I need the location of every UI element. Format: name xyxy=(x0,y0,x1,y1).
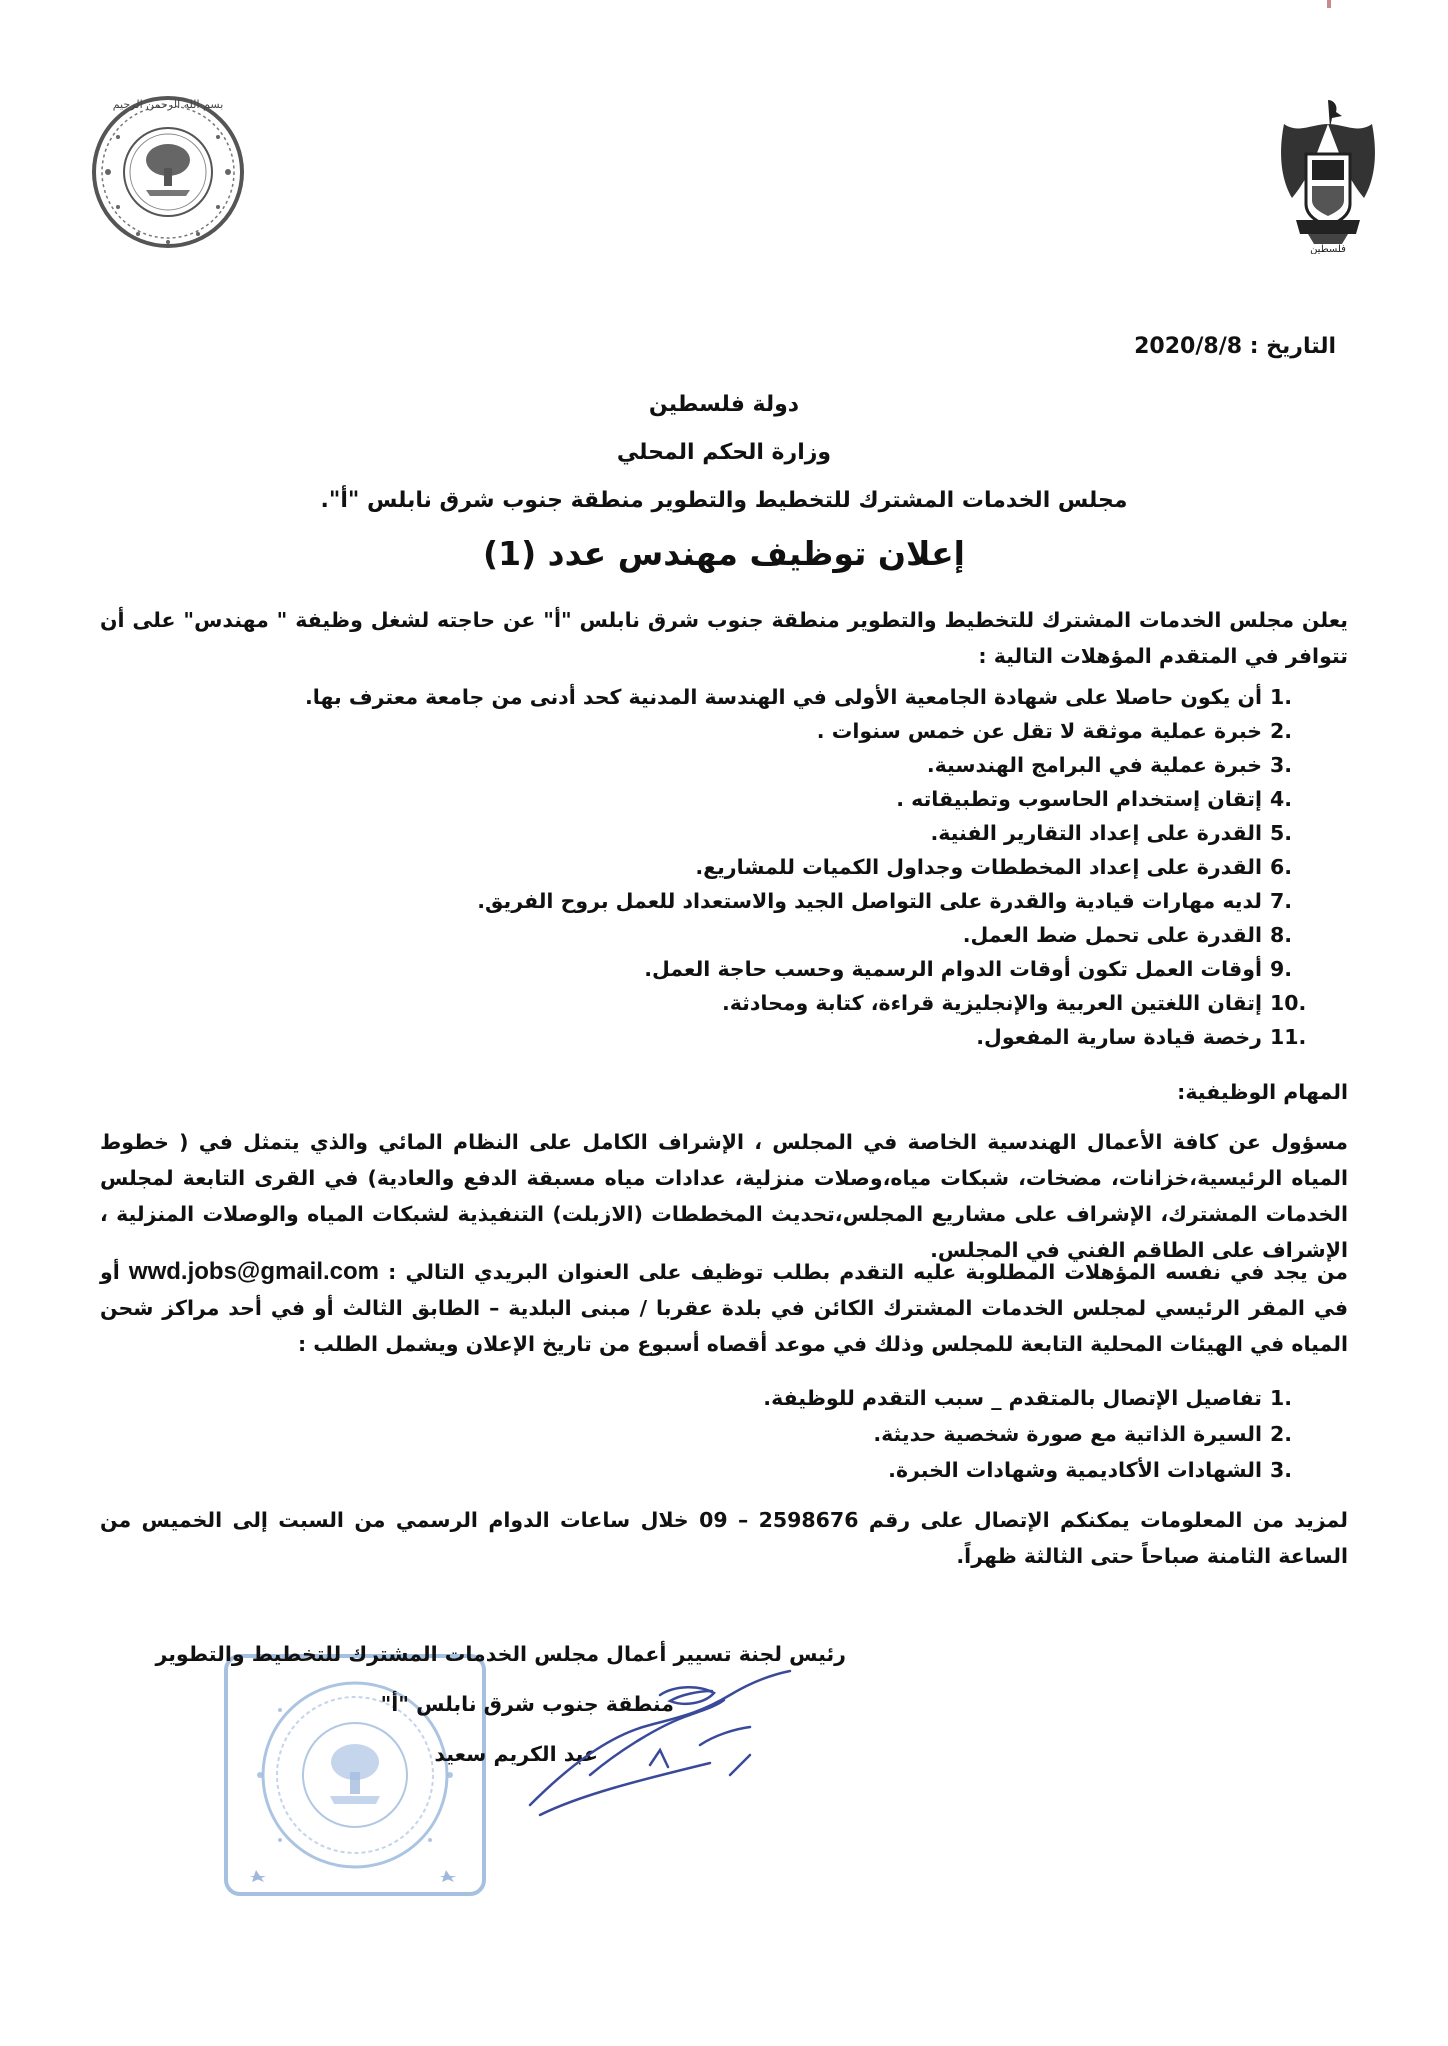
seal-top-text: بسم الله الرحمن الرحيم xyxy=(112,98,224,111)
list-item: 8. القدرة على تحمل ضط العمل. xyxy=(962,923,1293,947)
email-address: wwd.jobs@gmail.com xyxy=(128,1258,380,1285)
signatory-name: عبد الكريم سعيد xyxy=(434,1742,598,1766)
state-line: دولة فلسطين xyxy=(648,392,800,417)
qualifications-list xyxy=(162,680,1307,1054)
list-item: 11. رخصة قيادة سارية المفعول. xyxy=(976,1025,1307,1049)
official-stamp xyxy=(220,1650,490,1900)
council-seal-logo xyxy=(88,92,248,252)
application-text-after: أو في المقر الرئيسي لمجلس الخدمات المشترك الكائن في بلدة عقربا / مبنى البلدية – الطابق الثالث أو في أحد مراكز شحن المياه في الهيئات المحلية التابعة للمجلس وذلك في موعد أقصاه أسبوع من تاريخ الإعلان ويشمل الطلب : xyxy=(100,1260,1348,1356)
list-item: 3. خبرة عملية في البرامج الهندسية. xyxy=(926,753,1293,777)
list-item: 3. الشهادات الأكاديمية وشهادات الخبرة. xyxy=(888,1458,1293,1482)
list-item: 1. تفاصيل الإتصال بالمتقدم _ سبب التقدم للوظيفة. xyxy=(763,1386,1293,1410)
list-item: 7. لديه مهارات قيادية والقدرة على التواصل الجيد والاستعداد للعمل بروح الفريق. xyxy=(477,889,1293,913)
date-label: التاريخ : xyxy=(1249,334,1336,359)
scan-mark xyxy=(1327,0,1331,8)
list-item: 2. السيرة الذاتية مع صورة شخصية حديثة. xyxy=(873,1422,1293,1446)
list-item: 9. أوقات العمل تكون أوقات الدوام الرسمية وحسب حاجة العمل. xyxy=(644,957,1293,981)
list-item: 1. أن يكون حاصلا على شهادة الجامعية الأولى في الهندسة المدنية كحد أدنى من جامعة معترف بها. xyxy=(304,685,1293,709)
intro-paragraph: يعلن مجلس الخدمات المشترك للتخطيط والتطوير منطقة جنوب شرق نابلس "أ" عن حاجته لشغل وظيفة " مهندس" على أن تتوافر في المتقدم المؤهلات التالية : xyxy=(100,608,1348,668)
signatory-title-line2: منطقة جنوب شرق نابلس "أ" xyxy=(380,1692,674,1716)
palestine-eagle-emblem xyxy=(1272,94,1384,254)
emblem-caption: فلسطين xyxy=(1310,244,1346,254)
handwritten-signature xyxy=(500,1655,800,1825)
list-item: 4. إتقان إستخدام الحاسوب وتطبيقاته . xyxy=(896,787,1293,811)
document-date xyxy=(1134,334,1336,359)
announcement-title: إعلان توظيف مهندس عدد (1) xyxy=(483,534,965,573)
application-paragraph xyxy=(100,1254,1348,1362)
duties-paragraph: مسؤول عن كافة الأعمال الهندسية الخاصة في المجلس ، الإشراف الكامل على النظام المائي والذي يتمثل في ( خطوط المياه الرئيسية،خزانات، مضخات، شبكات مياه،وصلات منزلية، عدادات مياه مسبقة الدفع والعادية) في القرى التابعة لمجلس الخدمات المشترك، الإشراف على مشاريع المجلس،تحديث المخططات (الازبلت) التنفيذية لشبكات المياه والوصلات المنزلية ، الإشراف على الطاقم الفني في المجلس. xyxy=(100,1130,1348,1262)
date-value: 2020/8/8 xyxy=(1134,334,1243,359)
ministry-line: وزارة الحكم المحلي xyxy=(616,440,832,465)
list-item: 10. إتقان اللغتين العربية والإنجليزية قراءة، كتابة ومحادثة. xyxy=(721,991,1307,1015)
signatory-title-line1: رئيس لجنة تسيير أعمال مجلس الخدمات المشترك للتخطيط والتطوير xyxy=(155,1642,846,1666)
list-item: 5. القدرة على إعداد التقارير الفنية. xyxy=(930,821,1293,845)
contact-paragraph: لمزيد من المعلومات يمكنكم الإتصال على رقم 2598676 – 09 خلال ساعات الدوام الرسمي من السبت إلى الخميس من الساعة الثامنة صباحاً حتى الثالثة ظهراً. xyxy=(100,1508,1348,1568)
list-item: 6. القدرة على إعداد المخططات وجداول الكميات للمشاريع. xyxy=(695,855,1293,879)
council-line: مجلس الخدمات المشترك للتخطيط والتطوير منطقة جنوب شرق نابلس "أ". xyxy=(320,488,1128,513)
application-text-before: من يجد في نفسه المؤهلات المطلوبة عليه التقدم بطلب توظيف على العنوان البريدي التالي : xyxy=(388,1260,1348,1284)
duties-heading: المهام الوظيفية: xyxy=(1177,1080,1348,1104)
list-item: 2. خبرة عملية موثقة لا تقل عن خمس سنوات . xyxy=(816,719,1293,743)
application-items-list xyxy=(162,1380,1293,1488)
